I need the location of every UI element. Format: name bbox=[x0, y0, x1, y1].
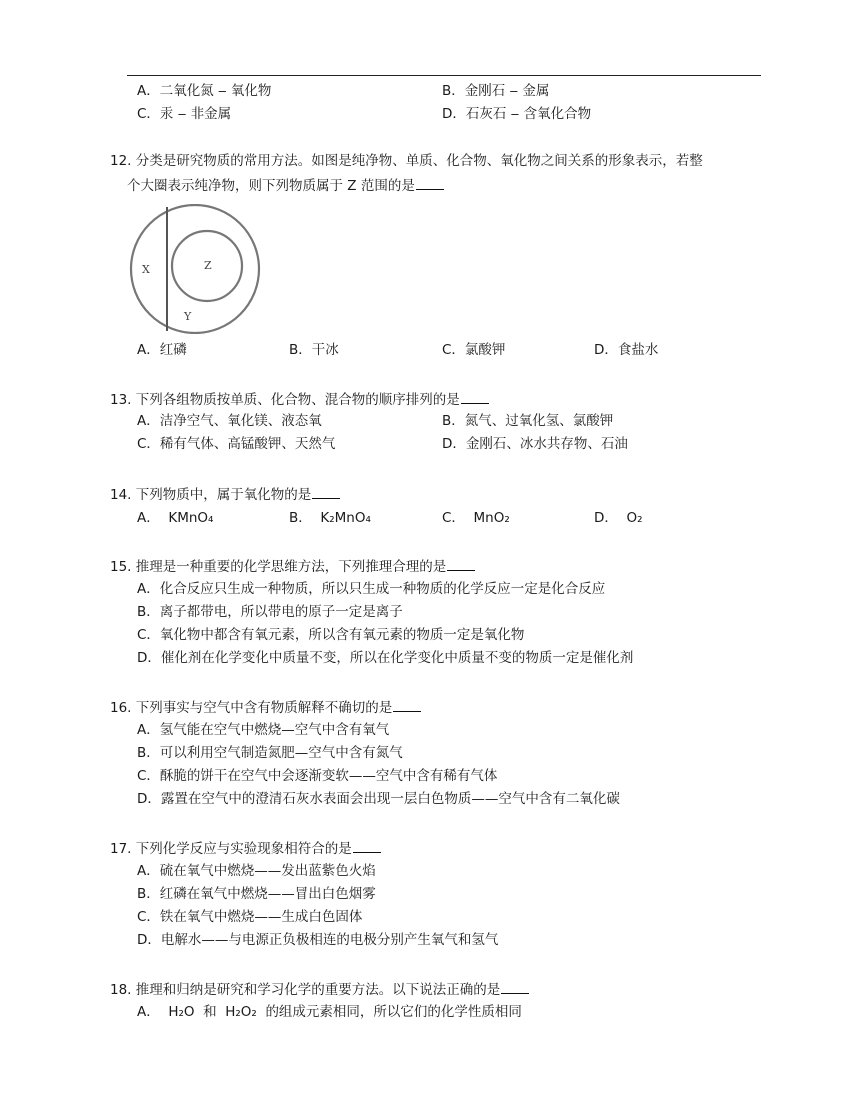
classification-diagram bbox=[127, 204, 267, 334]
q13-option-d: D．金刚石、冰水共存物、石油 bbox=[442, 436, 628, 452]
q14-option-a: A． KMnO₄ bbox=[137, 510, 214, 526]
formula-k2mno4: K₂MnO₄ bbox=[320, 510, 371, 526]
q11-option-c: C．汞 ‒ 非金属 bbox=[137, 106, 232, 122]
answer-blank[interactable] bbox=[393, 697, 421, 712]
q15-option-c: C．氧化物中都含有氧元素，所以含有氧元素的物质一定是氧化物 bbox=[137, 627, 525, 643]
label-y: Y bbox=[184, 310, 192, 323]
q12-option-c: C．氯酸钾 bbox=[442, 342, 506, 358]
q15-stem: 15. 推理是一种重要的化学思维方法，下列推理合理的是 bbox=[110, 556, 475, 576]
answer-blank[interactable] bbox=[312, 484, 340, 499]
q13-stem: 13. 下列各组物质按单质、化合物、混合物的顺序排列的是 bbox=[110, 389, 489, 409]
q17-stem: 17. 下列化学反应与实验现象相符合的是 bbox=[110, 838, 381, 858]
q14-option-d: D． O₂ bbox=[594, 510, 643, 526]
formula-h2o2: H₂O₂ bbox=[225, 1004, 257, 1020]
label-x: X bbox=[142, 263, 150, 276]
q16-option-d: D．露置在空气中的澄清石灰水表面会出现一层白色物质——空气中含有二氧化碳 bbox=[137, 791, 620, 807]
answer-blank[interactable] bbox=[461, 389, 489, 404]
formula-o2: O₂ bbox=[626, 510, 643, 526]
q12-option-b: B．干冰 bbox=[289, 342, 339, 358]
q15-option-d: D．催化剂在化学变化中质量不变，所以在化学变化中质量不变的物质一定是催化剂 bbox=[137, 650, 634, 666]
q11-option-a: A．二氧化氮 ‒ 氧化物 bbox=[137, 83, 272, 99]
formula-mno2: MnO₂ bbox=[473, 510, 510, 526]
q13-option-b: B．氮气、过氧化氢、氯酸钾 bbox=[442, 413, 614, 429]
header-rule bbox=[127, 75, 761, 76]
q14-option-b: B． K₂MnO₄ bbox=[289, 510, 371, 526]
q18-option-a: A． H₂O 和 H₂O₂ 的组成元素相同，所以它们的化学性质相同 bbox=[137, 1004, 522, 1020]
q14-stem: 14. 下列物质中，属于氧化物的是 bbox=[110, 484, 340, 504]
formula-kmno4: KMnO₄ bbox=[168, 510, 214, 526]
q16-option-a: A．氢气能在空气中燃烧—空气中含有氧气 bbox=[137, 722, 390, 738]
outer-circle bbox=[131, 205, 259, 333]
q17-option-a: A．硫在氧气中燃烧——发出蓝紫色火焰 bbox=[137, 863, 376, 879]
q11-option-d: D．石灰石 ‒ 含氧化合物 bbox=[442, 106, 592, 122]
q18-stem: 18. 推理和归纳是研究和学习化学的重要方法。以下说法正确的是 bbox=[110, 979, 529, 999]
q16-option-b: B．可以利用空气制造氮肥—空气中含有氮气 bbox=[137, 745, 403, 761]
q14-option-c: C． MnO₂ bbox=[442, 510, 510, 526]
q15-option-b: B．离子都带电，所以带电的原子一定是离子 bbox=[137, 604, 403, 620]
q11-option-b: B．金刚石 ‒ 金属 bbox=[442, 83, 550, 99]
q15-option-a: A．化合反应只生成一种物质，所以只生成一种物质的化学反应一定是化合反应 bbox=[137, 581, 606, 597]
q17-option-b: B．红磷在氧气中燃烧——冒出白色烟雾 bbox=[137, 886, 376, 902]
q16-option-c: C．酥脆的饼干在空气中会逐渐变软——空气中含有稀有气体 bbox=[137, 768, 498, 784]
answer-blank[interactable] bbox=[447, 556, 475, 571]
q16-stem: 16. 下列事实与空气中含有物质解释不确切的是 bbox=[110, 697, 421, 717]
q13-option-c: C．稀有气体、高锰酸钾、天然气 bbox=[137, 436, 336, 452]
label-z: Z bbox=[204, 259, 212, 272]
q17-option-d: D．电解水——与电源正负极相连的电极分别产生氧气和氢气 bbox=[137, 932, 499, 948]
formula-h2o: H₂O bbox=[168, 1004, 195, 1020]
q12-stem-line1: 12. 分类是研究物质的常用方法。如图是纯净物、单质、化合物、氧化物之间关系的形象表示，若整 bbox=[110, 153, 703, 169]
q17-option-c: C．铁在氧气中燃烧——生成白色固体 bbox=[137, 909, 363, 925]
q12-option-a: A．红磷 bbox=[137, 342, 187, 358]
q13-option-a: A．洁净空气、氧化镁、液态氧 bbox=[137, 413, 322, 429]
answer-blank[interactable] bbox=[416, 175, 444, 190]
answer-blank[interactable] bbox=[353, 838, 381, 853]
q12-option-d: D．食盐水 bbox=[594, 342, 659, 358]
q12-stem-line2: 个大圈表示纯净物，则下列物质属于 Z 范围的是 bbox=[127, 175, 444, 195]
answer-blank[interactable] bbox=[501, 979, 529, 994]
